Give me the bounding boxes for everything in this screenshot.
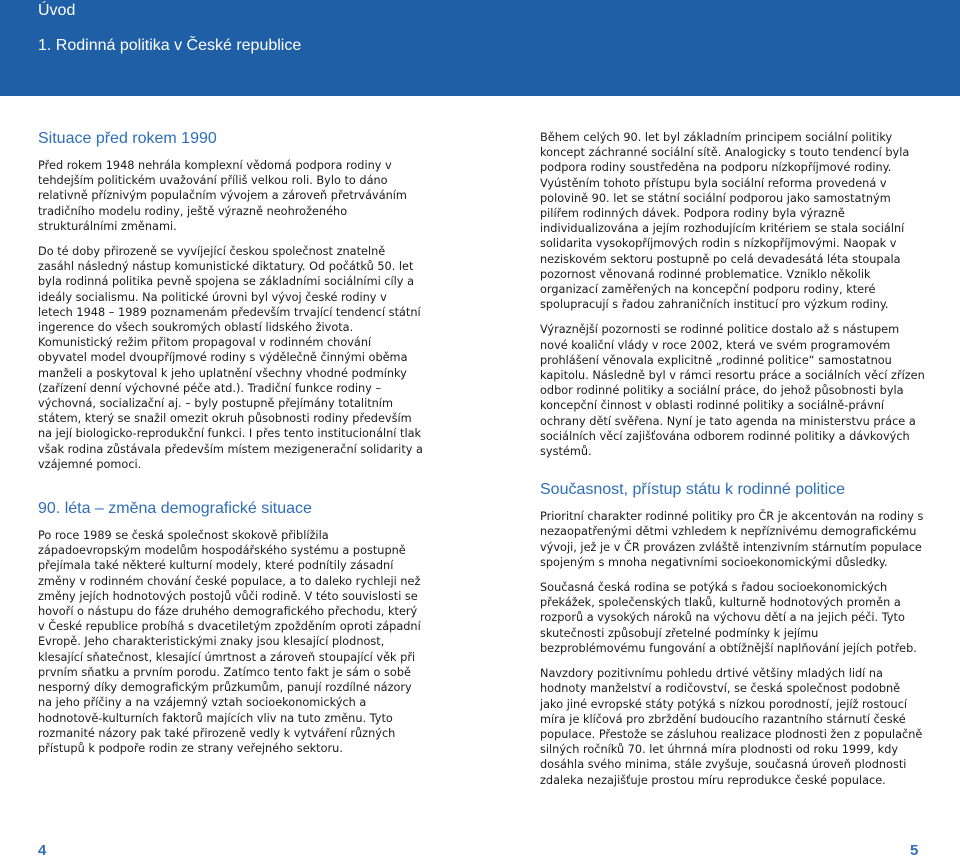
left-column: [38, 130, 423, 766]
paragraph: Po roce 1989 se česká společnost skokově přiblížila západoevropským modelům hospodářského systému a postupně přejímala také některé kulturní modely, které podnítily zásadní změny v rodinném chování české populace, a to daleko rychleji než změny jejích hodnotových postojů vůči rodině. V této souvislosti se hovoří o nástupu do fáze druhého demografického přechodu, který v České republice probíhá s dvacetiletým zpožděním oproti západní Evropě. Jeho charakteristickými znaky jsou klesající plodnost, klesající sňatečnost, klesající úmrtnost a zároveň stoupající věk při prvním sňatku a prvním porodu. Zatímco tento fakt je sám o sobě nesporný díky demografickým průzkumům, panují rozdílné názory na jeho příčiny a na vzájemný vztah socioekonomických a hodnotově-kulturních faktorů majících vliv na tuto změnu. Tyto rozmanité názory pak také přirozeně vedly k vytváření různých přístupů k podpoře rodin ze strany veřejného sektoru.: [38, 529, 421, 755]
page-number-left: 4: [38, 842, 47, 859]
paragraph: Současná česká rodina se potýká s řadou socioekonomických překážek, společenských tlaků, kulturně hodnotových proměn a rozporů a vysokých nároků na výchovu dětí a na jejich péči. Tyto skutečnosti způsobují zřetelné podmínky k jejímu bezproblémovému fungování a obtížnější naplňování jejích potřeb.: [540, 581, 917, 655]
chapter-title: 1. Rodinná politika v České republice: [38, 37, 302, 54]
section-title-present: Současnost, přístup státu k rodinné politice: [540, 481, 846, 499]
section-title-before-1990: Situace před rokem 1990: [38, 130, 217, 147]
right-column: [540, 130, 925, 798]
paragraph: Do té doby přirozeně se vyvíjející českou společnost znatelně zasáhl následný nástup komunistické diktatury. Od počátků 50. let byla rodinná politika pevně spojena se základními sociálními cíly a ideály socialismu. Na politické úrovni byl vývoj české rodiny v letech 1948 – 1989 poznamenám především trvající tendencí státní ingerence do všech soukromých oblastí lidského života. Komunistický režim přitom propagoval v rodinném chování obyvatel model dvoupříjmové rodiny s výdělečně činnými oběma manželi a poskytoval k jeho uplatnění všechny vhodné podmínky (zařízení denní výchovné péče atd.). Tradiční funkce rodiny – výchovná, socializační aj. – byly postupně přejímány totalitním státem, který se snažil omezit okruh působnosti rodiny především na její biologicko-reprodukční funkci. I přes tento institucionální tlak však rodina zůstávala především místem mezigenerační solidarity a vzájemné pomoci.: [38, 245, 423, 471]
paragraph: Prioritní charakter rodinné politiky pro ČR je akcentován na rodiny s nezaopatřenými dětmi vzhledem k nepříznivému demografickému vývoji, jež je v ČR provázen zvláště intenzivním stárnutím populace spojeným s mnoha negativními socioekonomickými důsledky.: [540, 510, 924, 569]
chapter-header: [0, 0, 960, 96]
section-label: Úvod: [38, 2, 76, 19]
paragraph: Před rokem 1948 nehrála komplexní vědomá podpora rodiny v tehdejším politickém uvažování příliš velkou roli. Bylo to dáno relativně příznivým populačním vývojem a zároveň přetrváváním tradičního modelu rodiny, ještě výrazně neohroženého strukturálními změnami.: [38, 159, 407, 233]
page-number-right: 5: [910, 842, 919, 859]
paragraph: Výraznější pozornosti se rodinné politice dostalo až s nástupem nové koaliční vlády v roce 2002, která ve svém programovém prohlášení věnovala explicitně „rodinné politice“ samostatnou kapitolu. Následně byl v rámci resortu práce a sociálních věcí zřízen odbor rodinné politiky a sociální práce, do jehož působnosti byla koncepční činnost v oblasti rodinné politiky a sociálně-právní ochrany dětí svěřena. Nyní je tato agenda na ministerstvu práce a sociálních věcí zajišťována odborem rodinné politiky a dávkových systémů.: [540, 323, 925, 459]
paragraph: Navzdory pozitivnímu pohledu drtivé většiny mladých lidí na hodnoty manželství a rodičovství, se česká společnost podobně jako jiné evropské státy potýká s nízkou porodností, jejíž rostoucí míra je klíčová pro zbrždění budoucího razantního stárnutí české populace. Přestože se zásluhou realizace plodnosti žen z populačně silných ročníků 70. let úhrnná míra plodnosti od roku 1999, kdy dosáhla svého minima, stále zvyšuje, současná úroveň plodnosti zdaleka nezajišťuje prostou míru reprodukce české populace.: [540, 667, 923, 787]
section-title-90s: 90. léta – změna demografické situace: [38, 500, 312, 518]
paragraph: Během celých 90. let byl základním principem sociální politiky koncept záchranné sociální sítě. Analogicky s touto tendencí byla podpora rodiny soustředěna na podporu nízkopříjmové rodiny. Vyústěním tohoto přístupu byla sociální reforma provedená v polovině 90. let se státní sociální podporou jako samostatným pilířem rodinných dávek. Podpora rodiny byla výrazně individualizována a jejím rozhodujícím kritériem se stala sociální solidarita vysokopříjmových rodin s nízkopříjmovými. Naopak v neziskovém sektoru postupně po celá devadesátá léta stoupala pozornost věnovaná rodinné problematice. Vzniklo několik organizací zaměřených na koncepční podporu rodiny, které spolupracují s řadou zahraničních institucí pro výzkum rodiny.: [540, 131, 910, 312]
